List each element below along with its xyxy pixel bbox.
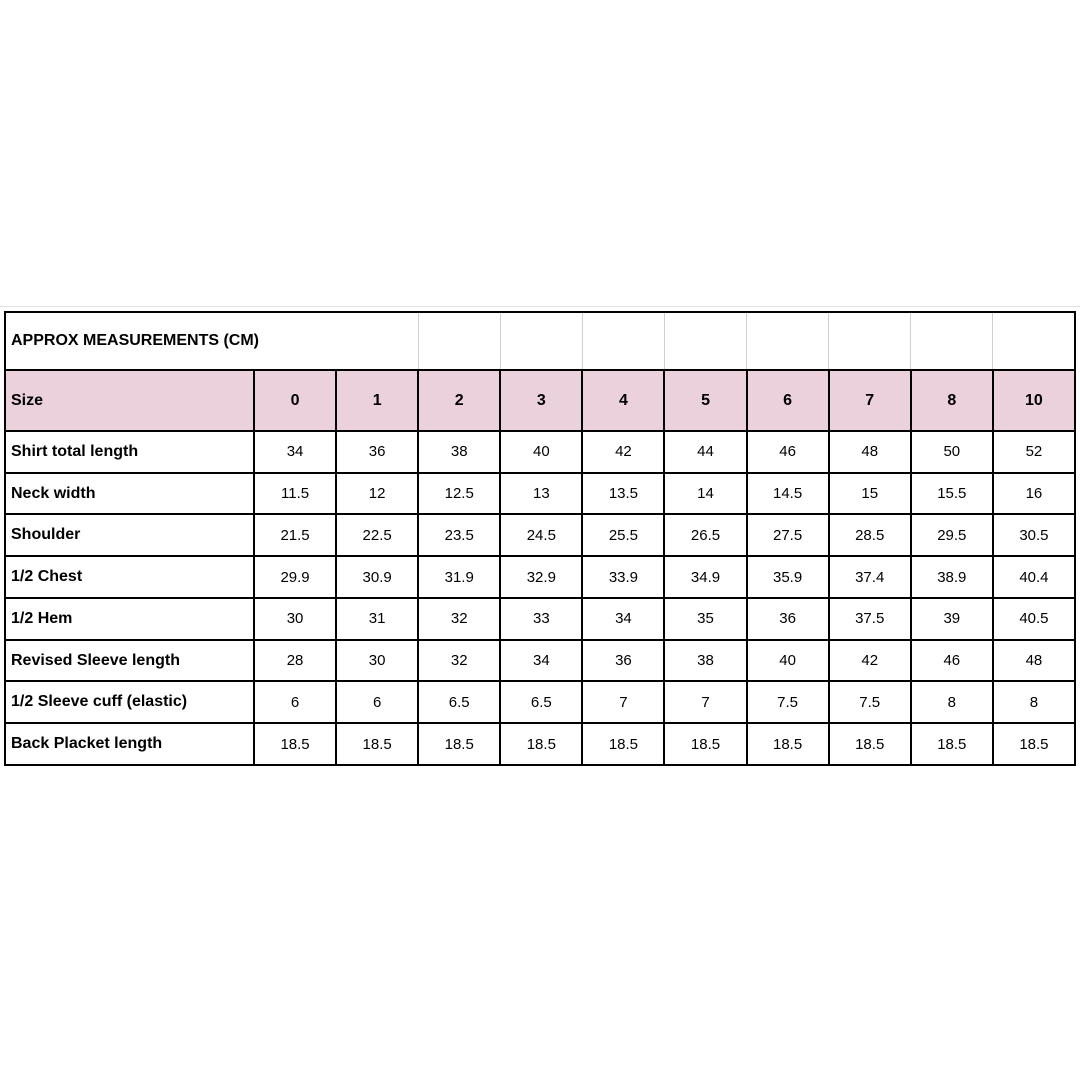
measurement-value: 18.5 [418,723,500,765]
row-label: 1/2 Hem [5,598,254,640]
measurement-value: 16 [993,473,1075,515]
measurement-value: 18.5 [336,723,418,765]
row-label: Shirt total length [5,431,254,473]
measurement-value: 12.5 [418,473,500,515]
measurement-value: 46 [911,640,993,682]
empty-cell [911,312,993,370]
measurement-value: 28 [254,640,336,682]
measurement-value: 15.5 [911,473,993,515]
measurement-value: 35.9 [747,556,829,598]
measurement-value: 42 [829,640,911,682]
empty-cell [582,312,664,370]
measurement-value: 18.5 [747,723,829,765]
measurement-value: 30.9 [336,556,418,598]
sheet-gridline [0,306,1080,307]
measurement-value: 38.9 [911,556,993,598]
size-col-header: 0 [254,370,336,431]
measurement-value: 39 [911,598,993,640]
measurement-value: 6.5 [418,681,500,723]
measurement-value: 26.5 [664,514,746,556]
row-label: Shoulder [5,514,254,556]
measurement-value: 22.5 [336,514,418,556]
measurement-value: 29.9 [254,556,336,598]
measurement-value: 48 [829,431,911,473]
measurement-value: 13.5 [582,473,664,515]
measurement-value: 40.5 [993,598,1075,640]
measurement-value: 27.5 [747,514,829,556]
measurements-table [4,311,1076,766]
row-label: Neck width [5,473,254,515]
table-title: APPROX MEASUREMENTS (CM) [11,332,260,350]
measurement-value: 7.5 [747,681,829,723]
measurement-value: 32 [418,640,500,682]
row-label: Back Placket length [5,723,254,765]
empty-cell [500,312,582,370]
measurement-value: 42 [582,431,664,473]
table-row [5,723,1075,765]
measurement-value: 6 [336,681,418,723]
empty-cell [993,312,1075,370]
measurement-value: 7.5 [829,681,911,723]
measurement-value: 32 [418,598,500,640]
measurement-value: 18.5 [911,723,993,765]
measurement-value: 23.5 [418,514,500,556]
measurement-value: 36 [747,598,829,640]
measurement-value: 7 [664,681,746,723]
measurement-value: 34 [254,431,336,473]
measurement-value: 18.5 [829,723,911,765]
measurement-value: 8 [911,681,993,723]
measurement-value: 38 [664,640,746,682]
measurement-value: 14 [664,473,746,515]
measurement-value: 24.5 [500,514,582,556]
measurement-value: 6 [254,681,336,723]
measurement-value: 12 [336,473,418,515]
measurement-value: 18.5 [993,723,1075,765]
measurement-value: 34.9 [664,556,746,598]
size-col-header: 2 [418,370,500,431]
size-col-header: 5 [664,370,746,431]
measurement-value: 11.5 [254,473,336,515]
size-header-row [5,370,1075,431]
measurement-value: 8 [993,681,1075,723]
measurement-value: 37.5 [829,598,911,640]
empty-cell [664,312,746,370]
empty-cell [418,312,500,370]
measurement-value: 25.5 [582,514,664,556]
measurement-value: 52 [993,431,1075,473]
measurement-value: 31 [336,598,418,640]
measurement-value: 36 [336,431,418,473]
empty-cell [747,312,829,370]
table-row [5,598,1075,640]
measurement-value: 28.5 [829,514,911,556]
measurement-value: 31.9 [418,556,500,598]
measurement-rows [5,431,1075,765]
measurement-value: 32.9 [500,556,582,598]
table-row [5,681,1075,723]
measurement-value: 6.5 [500,681,582,723]
size-col-header: 3 [500,370,582,431]
measurement-value: 18.5 [500,723,582,765]
measurement-value: 13 [500,473,582,515]
measurement-value: 30.5 [993,514,1075,556]
measurement-value: 34 [582,598,664,640]
size-col-header: 1 [336,370,418,431]
measurement-value: 34 [500,640,582,682]
measurement-value: 46 [747,431,829,473]
measurement-value: 35 [664,598,746,640]
measurement-value: 48 [993,640,1075,682]
table-row [5,556,1075,598]
measurement-value: 15 [829,473,911,515]
measurement-value: 40 [747,640,829,682]
measurement-value: 18.5 [254,723,336,765]
measurement-value: 30 [254,598,336,640]
row-label: 1/2 Chest [5,556,254,598]
row-label: 1/2 Sleeve cuff (elastic) [5,681,254,723]
measurement-value: 30 [336,640,418,682]
measurement-value: 18.5 [664,723,746,765]
measurement-value: 44 [664,431,746,473]
table-row [5,514,1075,556]
size-col-header: 8 [911,370,993,431]
measurement-value: 18.5 [582,723,664,765]
table-row [5,431,1075,473]
measurement-value: 7 [582,681,664,723]
measurement-value: 38 [418,431,500,473]
measurement-value: 37.4 [829,556,911,598]
table-title-row [5,312,1075,370]
measurement-value: 14.5 [747,473,829,515]
measurement-value: 33.9 [582,556,664,598]
size-col-header: 10 [993,370,1075,431]
table-row [5,640,1075,682]
measurement-value: 50 [911,431,993,473]
measurement-value: 40 [500,431,582,473]
table-row [5,473,1075,515]
size-header-label: Size [5,370,254,431]
empty-cell [829,312,911,370]
size-col-header: 6 [747,370,829,431]
measurement-value: 36 [582,640,664,682]
measurement-value: 21.5 [254,514,336,556]
measurement-value: 40.4 [993,556,1075,598]
size-col-header: 4 [582,370,664,431]
size-col-header: 7 [829,370,911,431]
row-label: Revised Sleeve length [5,640,254,682]
measurement-value: 33 [500,598,582,640]
measurement-value: 29.5 [911,514,993,556]
